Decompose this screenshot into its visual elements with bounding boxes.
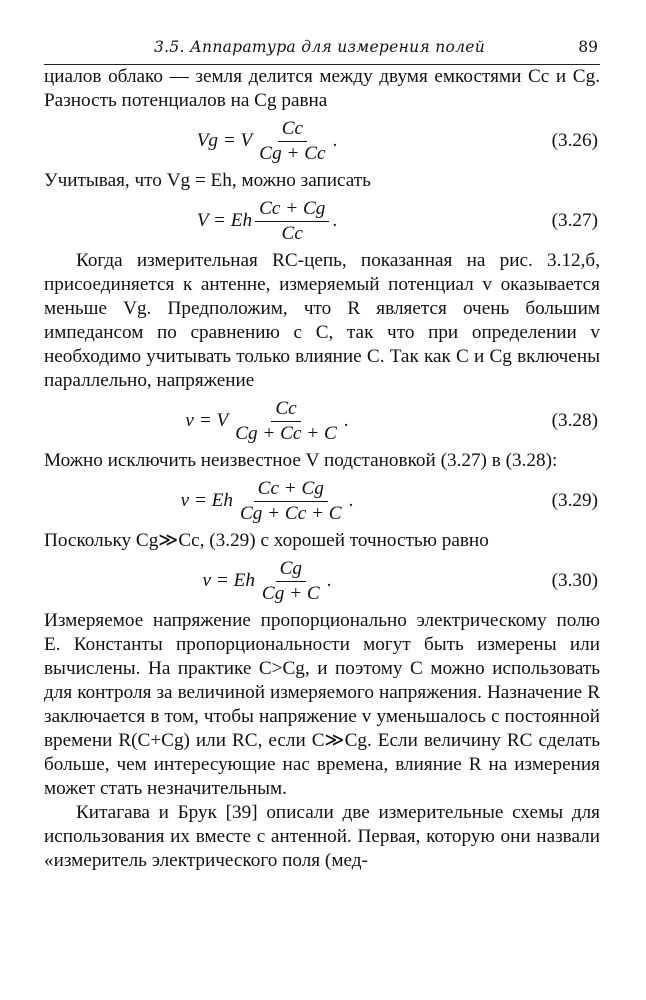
fraction-numerator: Cg xyxy=(276,558,306,582)
running-header xyxy=(44,30,600,65)
equation-fraction xyxy=(231,398,341,445)
equation-3-27 xyxy=(44,193,600,249)
fraction-denominator: Cg + Cc xyxy=(259,142,326,164)
equation-lhs: Vg = V xyxy=(196,130,253,151)
fraction-denominator: Cg + Cc + C xyxy=(235,422,337,444)
equation-formula: v = V $\frac{Cc}{Cg + Cc + C}$ . xyxy=(185,397,349,444)
fraction-denominator: Cg + Cc + C xyxy=(239,502,342,524)
paragraph-7: Китагава и Брук [39] описали две измерительные схемы для использования их вместе с антенной. Первая, которую они назвали «измеритель электрического поля (мед- xyxy=(44,802,600,871)
equation-fraction xyxy=(255,198,329,245)
equation-3-29 xyxy=(44,473,600,529)
equation-formula: v = Eh $\frac{Cc + Cg}{Cg + Cc + C}$ . xyxy=(180,477,354,524)
equation-formula: v = Eh $\frac{Cg}{Cg + C}$ . xyxy=(202,557,332,604)
equation-number: (3.27) xyxy=(551,210,598,231)
equation-lhs: V = Eh xyxy=(196,210,253,231)
equation-fraction xyxy=(236,478,346,525)
equation-3-28 xyxy=(44,393,600,449)
equation-3-26 xyxy=(44,113,600,169)
paragraph-2: Учитывая, что Vg = Eh, можно записать xyxy=(44,170,371,191)
equation-formula: V = Eh $\frac{Cc + Cg}{Cc}$ . xyxy=(196,197,338,244)
equation-number: (3.30) xyxy=(551,570,598,591)
fraction-denominator: Cg + C xyxy=(261,582,320,604)
paragraph-1: циалов облако — земля делится между двумя емкостями Cc и Cg. Разность потенциалов на Cg равна xyxy=(44,66,600,111)
equation-lhs: v = Eh xyxy=(202,570,255,591)
equation-fraction xyxy=(258,558,324,605)
book-page xyxy=(44,30,600,873)
fraction-numerator: Cc xyxy=(278,118,307,142)
paragraph-3: Когда измерительная RC-цепь, показанная на рис. 3.12,б, присоединяется к антенне, измеряемый потенциал v оказывается меньше Vg. Предположим, что R является очень большим импедансом по сравнению с C, так что при определении v необходимо учитывать только влияние C. Так как C и Cg включены параллельно, напряжение xyxy=(44,250,600,391)
fraction-numerator: Cc xyxy=(271,398,300,422)
running-title: 3.5. Аппаратура для измерения полей xyxy=(154,38,486,56)
page-number: 89 xyxy=(578,38,598,56)
equation-number: (3.29) xyxy=(551,490,598,511)
equation-number: (3.26) xyxy=(551,130,598,151)
page-body xyxy=(44,65,600,873)
paragraph-6: Измеряемое напряжение пропорционально электрическому полю E. Константы пропорциональности могут быть измерены или вычислены. На практике C>Cg, и поэтому C можно использовать для контроля за величиной измеряемого напряжения. Назначение R заключается в том, чтобы напряжение v уменьшалось с постоянной времени R(C+Cg) или RC, если C≫Cg. Если величину RC сделать больше, чем интересующие нас времена, влияние R на измерения может стать незначительным. xyxy=(44,610,600,799)
fraction-denominator: Cc xyxy=(281,222,303,244)
fraction-numerator: Cc + Cg xyxy=(255,198,329,222)
equation-formula: Vg = V $\frac{Cc}{Cg + Cc}$ . xyxy=(196,117,338,164)
equation-fraction xyxy=(255,118,329,165)
paragraph-4: Можно исключить неизвестное V подстановкой (3.27) в (3.28): xyxy=(44,450,558,471)
equation-lhs: v = V xyxy=(185,410,229,431)
paragraph-5: Поскольку Cg≫Cc, (3.29) с хорошей точностью равно xyxy=(44,530,489,551)
equation-number: (3.28) xyxy=(551,410,598,431)
equation-3-30 xyxy=(44,553,600,609)
fraction-numerator: Cc + Cg xyxy=(254,478,328,502)
equation-lhs: v = Eh xyxy=(180,490,233,511)
